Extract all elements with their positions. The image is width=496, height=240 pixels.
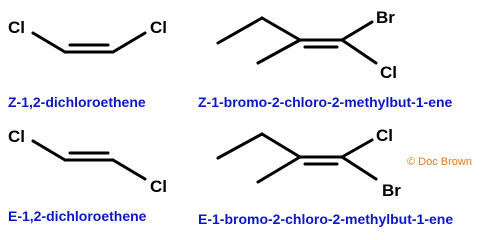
- caption-z-bromo-chloro: Z-1-bromo-2-chloro-2-methylbut-1-ene: [198, 94, 453, 110]
- atom-cl-left: Cl: [8, 18, 25, 37]
- atom-cl: Cl: [376, 126, 393, 145]
- bond-c2-cl: [113, 33, 145, 52]
- z-dichloroethene-structure: [8, 18, 167, 52]
- atom-cl-right: Cl: [150, 18, 167, 37]
- bond-c-br: [342, 22, 372, 40]
- atom-cl-top: Cl: [8, 127, 25, 146]
- copyright-credit: © Doc Brown: [407, 156, 472, 168]
- bond-ethyl-ch2: [262, 134, 300, 157]
- bond-methyl: [258, 40, 300, 63]
- bond-c-cl: [342, 40, 376, 63]
- atom-br: Br: [382, 181, 401, 200]
- caption-e-bromo-chloro: E-1-bromo-2-chloro-2-methylbut-1-ene: [198, 211, 454, 227]
- z-bromo-chloro-structure: [218, 8, 397, 82]
- bond-methyl: [258, 157, 300, 182]
- bond-cl-c1: [33, 33, 65, 52]
- bond-c-br: [342, 157, 376, 179]
- caption-e-dichloroethene: E-1,2-dichloroethene: [8, 208, 147, 224]
- bond-ethyl-ch2: [262, 18, 300, 40]
- atom-cl-bottom: Cl: [150, 177, 167, 196]
- atom-cl: Cl: [380, 63, 397, 82]
- e-bromo-chloro-structure: [218, 126, 401, 200]
- bond-c2-cl: [113, 160, 145, 179]
- bond-ethyl-ch3: [218, 18, 262, 43]
- atom-br: Br: [376, 8, 395, 27]
- bond-c-cl: [342, 140, 372, 157]
- e-dichloroethene-structure: [8, 127, 167, 196]
- bond-cl-c1: [33, 141, 65, 160]
- bond-ethyl-ch3: [218, 134, 262, 158]
- caption-z-dichloroethene: Z-1,2-dichloroethene: [8, 94, 146, 110]
